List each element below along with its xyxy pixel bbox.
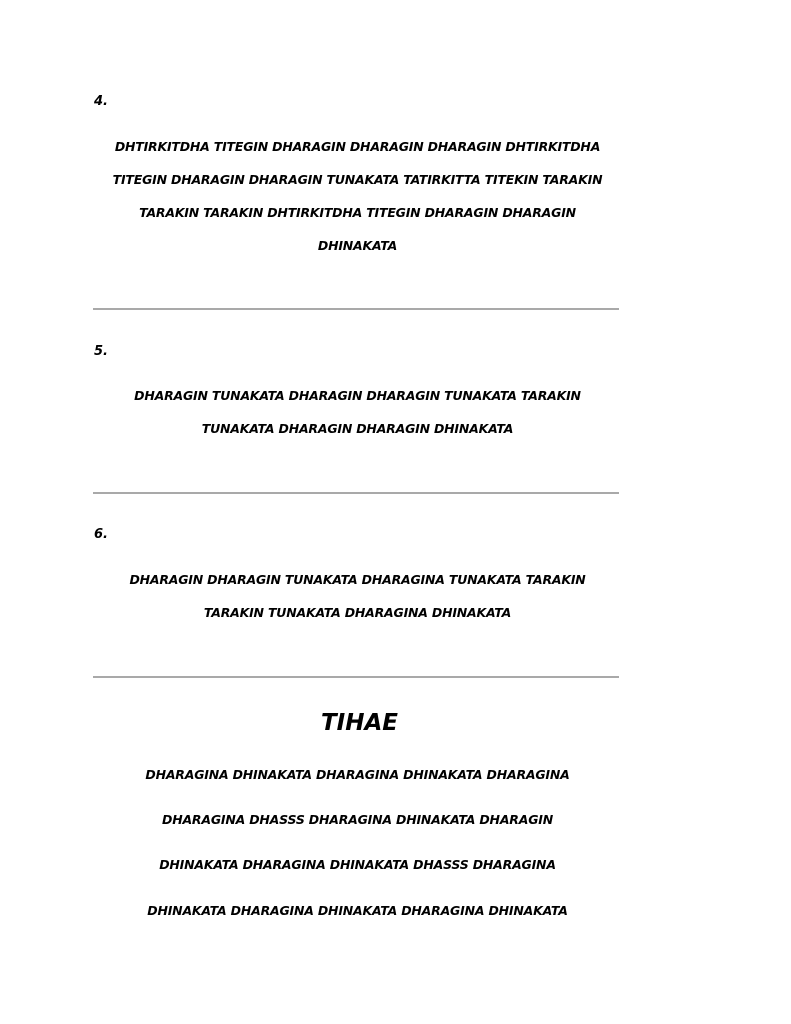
tihae-line: DHARAGINA DHASSS DHARAGINA DHINAKATA DHARAGIN [162,812,553,827]
section-line: DHARAGIN TUNAKATA DHARAGIN DHARAGIN TUNAKATA TARAKIN [134,388,581,403]
section-line: TUNAKATA DHARAGIN DHARAGIN DHINAKATA [201,421,514,436]
section-line: TARAKIN TARAKIN DHTIRKITDHA TITEGIN DHARAGIN DHARAGIN [139,205,576,220]
section-line: DHINAKATA [317,238,398,253]
section-divider [93,676,619,678]
tihae-line: DHARAGINA DHINAKATA DHARAGINA DHINAKATA DHARAGINA [145,767,570,782]
tihae-line: DHINAKATA DHARAGINA DHINAKATA DHASSS DHARAGINA [159,857,556,872]
section-line: TARAKIN TUNAKATA DHARAGINA DHINAKATA [203,605,512,620]
section-divider [93,492,619,494]
tihae-heading: TIHAE [320,710,398,736]
tihae-line: DHINAKATA DHARAGINA DHINAKATA DHARAGINA DHINAKATA [147,903,568,918]
section-line: DHTIRKITDHA TITEGIN DHARAGIN DHARAGIN DHARAGIN DHTIRKITDHA [114,139,601,154]
section-number: 6. [94,527,108,542]
section-divider [93,308,619,310]
section-line: DHARAGIN DHARAGIN TUNAKATA DHARAGINA TUNAKATA TARAKIN [129,572,586,587]
section-number: 5. [94,344,108,359]
section-line: TITEGIN DHARAGIN DHARAGIN TUNAKATA TATIRKITTA TITEKIN TARAKIN [112,172,603,187]
section-number: 4. [94,94,108,109]
